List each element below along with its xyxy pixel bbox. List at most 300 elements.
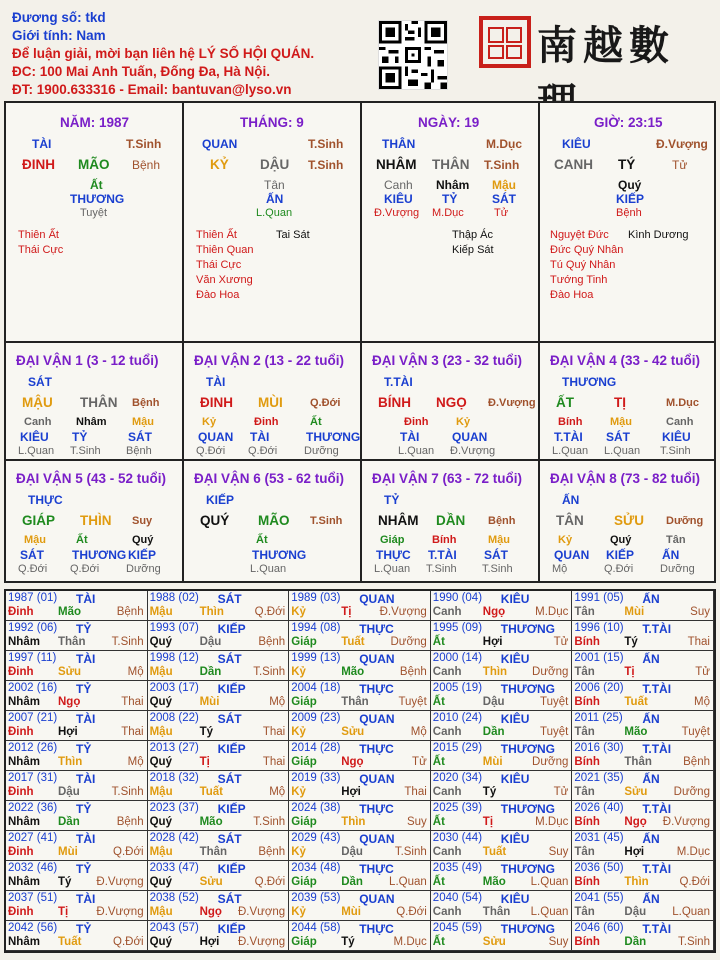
year-cell[interactable]	[289, 801, 431, 831]
year-stem: Đinh	[8, 726, 34, 738]
year-branch: Ngọ	[199, 906, 222, 918]
year-star: T.TÀI	[642, 742, 672, 756]
hidden-life: L.Quan	[256, 207, 293, 219]
year-branch: Hợi	[482, 636, 503, 648]
year-stem: Quý	[149, 636, 172, 648]
year-stem: Giáp	[291, 816, 317, 828]
luck-hidden-stem: Quý	[610, 534, 632, 546]
year-state: Mộ	[694, 696, 710, 708]
luck-title: ĐẠI VẬN 4 (33 - 42 tuổi)	[550, 353, 701, 368]
year-stem: Canh	[432, 726, 462, 738]
year-cell[interactable]	[572, 681, 714, 711]
year-state: Thai	[121, 696, 144, 708]
year-star: TÀI	[76, 652, 96, 666]
year-cell[interactable]	[6, 831, 148, 861]
luck-hidden-star: KIẾP	[606, 548, 635, 562]
pillar-star: KIÊU	[562, 137, 591, 151]
year-label: 2038 (52)	[149, 892, 199, 904]
year-branch: Thân	[199, 846, 228, 858]
year-label: 2016 (30)	[574, 742, 624, 754]
year-cell[interactable]	[289, 591, 431, 621]
year-star: KIÊU	[500, 832, 530, 846]
year-cell[interactable]	[572, 711, 714, 741]
year-cell[interactable]	[6, 801, 148, 831]
year-cell[interactable]	[289, 681, 431, 711]
year-cell[interactable]	[6, 921, 148, 951]
year-cell[interactable]	[431, 711, 573, 741]
hidden-stem: Mậu	[492, 178, 516, 192]
year-label: 2042 (56)	[8, 922, 58, 934]
year-label: 2000 (14)	[432, 652, 483, 664]
pillar-star: TÀI	[32, 137, 52, 151]
year-label: 2027 (41)	[8, 832, 58, 844]
pillar-stem: NHÂM	[376, 157, 417, 172]
year-star: TỶ	[76, 802, 92, 816]
luck-title: ĐẠI VẬN 8 (73 - 82 tuổi)	[550, 471, 701, 486]
luck-pillar-6[interactable]	[184, 461, 360, 577]
year-stem: Quý	[149, 876, 172, 888]
luck-hidden-star: THƯƠNG	[252, 548, 307, 562]
year-star: KIÊU	[500, 652, 530, 666]
shensha: Kình Dương	[628, 229, 689, 241]
year-stem: Kỷ	[291, 726, 306, 738]
year-label: 2006 (20)	[574, 682, 624, 694]
shensha: Tú Quý Nhân	[550, 259, 616, 271]
year-star: TÀI	[76, 832, 96, 846]
year-label: 2024 (38)	[291, 802, 341, 814]
year-cell[interactable]	[431, 591, 573, 621]
year-label: 1999 (13)	[291, 652, 341, 664]
year-star: THỰC	[359, 802, 394, 816]
year-state: Q.Đới	[254, 876, 286, 888]
year-state: L.Quan	[530, 876, 569, 888]
pillar-stem: CANH	[554, 157, 593, 172]
year-cell[interactable]	[148, 711, 290, 741]
luck-state: Dưỡng	[666, 515, 704, 527]
year-state: Q.Đới	[679, 876, 710, 888]
pillar-branch: MÃO	[78, 157, 110, 172]
year-state: Dưỡng	[532, 756, 569, 768]
year-cell[interactable]	[289, 831, 431, 861]
luck-star: THỰC	[28, 493, 63, 507]
year-state: L.Quan	[672, 906, 710, 918]
luck-hidden-life: L.Quan	[250, 563, 287, 575]
pillar-state: Bệnh	[132, 158, 161, 172]
year-cell[interactable]	[289, 921, 431, 951]
year-label: 1997 (11)	[8, 652, 57, 664]
year-star: THƯƠNG	[500, 742, 555, 756]
year-label: 1990 (04)	[432, 592, 483, 604]
pillar-day[interactable]	[362, 103, 538, 341]
year-state: Q.Đới	[396, 906, 427, 918]
shensha: Đào Hoa	[196, 289, 240, 301]
year-branch: Dậu	[482, 696, 505, 708]
hidden-star: THƯƠNG	[70, 192, 125, 206]
year-cell[interactable]	[289, 861, 431, 891]
year-branch: Thân	[482, 906, 511, 918]
qr-code[interactable]	[378, 20, 448, 90]
luck-hidden-life: L.Quan	[552, 445, 589, 457]
year-label: 2037 (51)	[8, 892, 58, 904]
year-star: T.TÀI	[642, 922, 672, 936]
year-cell[interactable]	[572, 621, 714, 651]
year-cell[interactable]	[431, 741, 573, 771]
year-cell[interactable]	[572, 921, 714, 951]
year-branch: Thân	[341, 696, 369, 708]
luck-state: Bệnh	[488, 515, 516, 527]
year-cell[interactable]	[572, 741, 714, 771]
shensha: Văn Xương	[196, 274, 253, 286]
year-stem: Mậu	[149, 666, 173, 678]
year-state: Đ.Vượng	[662, 816, 710, 828]
luck-star: TỶ	[384, 493, 400, 507]
year-label: 2008 (22)	[149, 712, 199, 724]
luck-hidden-star: T.TÀI	[428, 548, 457, 562]
luck-pillar-3[interactable]	[362, 343, 538, 459]
year-branch: Mão	[58, 606, 81, 618]
phone-email-line[interactable]: ĐT: 1900.633316 - Email: bantuvan@lyso.vn	[12, 82, 292, 97]
year-cell[interactable]	[6, 861, 148, 891]
year-state: Đ.Vượng	[96, 906, 144, 918]
year-cell[interactable]	[6, 711, 148, 741]
year-cell[interactable]	[431, 621, 573, 651]
year-cell[interactable]	[6, 591, 148, 621]
luck-title: ĐẠI VẬN 7 (63 - 72 tuổi)	[372, 471, 523, 486]
year-star: SÁT	[217, 892, 242, 906]
luck-hidden-stem: Ất	[310, 416, 322, 428]
luck-title: ĐẠI VẬN 2 (13 - 22 tuổi)	[194, 353, 345, 368]
year-branch: Ngọ	[482, 606, 506, 618]
year-cell[interactable]	[289, 711, 431, 741]
year-state: M.Dục	[393, 936, 427, 948]
year-label: 2017 (31)	[8, 772, 58, 784]
year-star: TỶ	[76, 742, 92, 756]
year-label: 1989 (03)	[291, 592, 341, 604]
luck-branch: MÃO	[258, 513, 290, 528]
year-stem: Mậu	[149, 906, 173, 918]
luck-hidden-star: ẤN	[662, 548, 680, 562]
luck-pillar-7[interactable]	[362, 461, 538, 577]
year-cell[interactable]	[289, 741, 431, 771]
year-star: THƯƠNG	[500, 922, 555, 936]
year-state: M.Dục	[535, 816, 569, 828]
luck-pillar-4[interactable]	[540, 343, 716, 459]
year-stem: Ất	[432, 636, 445, 648]
year-star: THƯƠNG	[500, 802, 555, 816]
year-label: 1996 (10)	[574, 622, 624, 634]
luck-state: Suy	[132, 515, 153, 527]
luck-pillar-5[interactable]	[6, 461, 182, 577]
year-star: SÁT	[217, 772, 242, 786]
year-branch: Thìn	[482, 666, 508, 678]
pillar-hour[interactable]	[540, 103, 716, 341]
year-label: 1987 (01)	[8, 592, 58, 604]
year-state: Mộ	[127, 666, 144, 678]
year-stem: Nhâm	[8, 636, 40, 648]
year-cell[interactable]	[572, 651, 714, 681]
year-label: 2020 (34)	[432, 772, 483, 784]
year-stem: Ất	[432, 816, 445, 828]
year-stem: Canh	[432, 606, 462, 618]
year-star: ẤN	[642, 892, 660, 906]
year-star: KIẾP	[217, 922, 246, 936]
shensha: Thập Ác	[452, 229, 493, 241]
hidden-stem: Quý	[618, 178, 642, 192]
year-branch: Dậu	[199, 636, 222, 648]
year-cell[interactable]	[289, 651, 431, 681]
year-state: Đ.Vượng	[237, 906, 286, 918]
year-cell[interactable]	[148, 651, 290, 681]
year-branch: Sửu	[482, 936, 506, 948]
luck-hidden-stem: Kỷ	[558, 534, 573, 546]
year-state: Dưỡng	[390, 636, 427, 648]
year-cell[interactable]	[431, 771, 573, 801]
year-cell[interactable]	[6, 741, 148, 771]
year-cell[interactable]	[431, 891, 573, 921]
year-label: 2022 (36)	[8, 802, 58, 814]
luck-hidden-stem: Mậu	[610, 416, 632, 428]
luck-branch: SỬU	[614, 513, 644, 528]
pillar-month[interactable]	[184, 103, 360, 341]
luck-hidden-life: Q.Đới	[196, 445, 226, 457]
year-branch: Dần	[482, 726, 505, 738]
year-stem: Tân	[574, 606, 595, 618]
year-cell[interactable]	[148, 621, 290, 651]
hidden-life: Tử	[494, 207, 509, 219]
year-branch: Mão	[482, 876, 506, 888]
year-star: ẤN	[642, 592, 660, 606]
year-cell[interactable]	[148, 921, 290, 951]
year-branch: Tị	[624, 666, 635, 678]
pillar-life: M.Dục	[486, 137, 522, 151]
luck-title: ĐẠI VẬN 1 (3 - 12 tuổi)	[16, 353, 159, 368]
year-branch: Sửu	[341, 726, 365, 738]
pillar-stem: ĐINH	[22, 157, 55, 172]
year-branch: Mão	[624, 726, 648, 738]
hidden-life: Đ.Vượng	[374, 207, 420, 219]
year-branch: Tuất	[624, 696, 648, 708]
luck-hidden-life: Dưỡng	[126, 563, 161, 575]
year-cell[interactable]	[148, 741, 290, 771]
year-cell[interactable]	[289, 771, 431, 801]
pillar-stem: KỶ	[210, 157, 229, 172]
year-state: M.Dục	[535, 606, 569, 618]
year-state: T.Sinh	[111, 636, 144, 648]
year-label: 2039 (53)	[291, 892, 341, 904]
address-line: ĐC: 100 Mai Anh Tuấn, Đống Đa, Hà Nội.	[12, 64, 271, 79]
luck-title: ĐẠI VẬN 5 (43 - 52 tuổi)	[16, 471, 167, 486]
year-cell[interactable]	[148, 801, 290, 831]
year-cell[interactable]	[572, 591, 714, 621]
luck-hidden-stem: Bính	[558, 416, 583, 428]
shensha: Tướng Tinh	[550, 274, 608, 286]
pillar-title: NĂM: 1987	[60, 115, 130, 130]
year-state: Đ.Vượng	[379, 606, 427, 618]
year-branch: Hợi	[58, 726, 78, 738]
luck-hidden-stem: Ất	[76, 534, 88, 546]
year-stem: Đinh	[8, 666, 34, 678]
year-star: QUAN	[359, 592, 395, 606]
year-cell[interactable]	[6, 891, 148, 921]
year-star: ẤN	[642, 652, 660, 666]
year-cell[interactable]	[289, 621, 431, 651]
year-cell[interactable]	[431, 651, 573, 681]
year-state: L.Quan	[389, 876, 427, 888]
luck-hidden-stem: Ất	[256, 534, 268, 546]
luck-branch: TỊ	[614, 395, 626, 410]
year-state: Suy	[690, 606, 710, 618]
luck-hidden-star: TỶ	[72, 430, 88, 444]
year-cell[interactable]	[148, 591, 290, 621]
year-branch: Dậu	[58, 786, 80, 798]
pillar-life: Đ.Vượng	[656, 137, 708, 151]
year-star: THỰC	[359, 742, 394, 756]
year-cell[interactable]	[148, 831, 290, 861]
year-star: THỰC	[359, 682, 394, 696]
luck-state: Q.Đới	[310, 397, 341, 409]
year-state: Thai	[121, 726, 144, 738]
year-cell[interactable]	[148, 681, 290, 711]
year-cell[interactable]	[572, 771, 714, 801]
year-cell[interactable]	[6, 651, 148, 681]
year-branch: Tý	[341, 936, 355, 948]
year-star: TÀI	[76, 772, 96, 786]
year-cell[interactable]	[431, 831, 573, 861]
year-state: Mộ	[410, 726, 427, 738]
year-branch: Mùi	[341, 906, 361, 918]
year-stem: Bính	[574, 756, 600, 768]
luck-star: ẤN	[562, 493, 580, 507]
year-star: QUAN	[359, 772, 395, 786]
year-stem: Bính	[574, 876, 600, 888]
luck-pillar-1[interactable]	[6, 343, 182, 459]
year-cell[interactable]	[6, 621, 148, 651]
year-label: 1994 (08)	[291, 622, 341, 634]
year-state: Bệnh	[258, 846, 286, 858]
year-stem: Nhâm	[8, 756, 40, 768]
year-cell[interactable]	[289, 891, 431, 921]
year-state: Q.Đới	[113, 846, 144, 858]
year-stem: Ất	[432, 696, 445, 708]
year-branch: Ngọ	[58, 696, 81, 708]
luck-hidden-stem: Giáp	[380, 534, 405, 546]
year-cell[interactable]	[431, 921, 573, 951]
client-code: Đương số: tkd	[12, 10, 106, 25]
year-label: 2043 (57)	[149, 922, 199, 934]
year-branch: Ngọ	[624, 816, 647, 828]
hidden-life: Bệnh	[616, 207, 642, 219]
year-star: T.TÀI	[642, 622, 672, 636]
year-cell[interactable]	[572, 801, 714, 831]
luck-branch: THÌN	[80, 513, 112, 528]
luck-hidden-star: QUAN	[554, 548, 590, 562]
year-branch: Mùi	[199, 696, 220, 708]
year-branch: Tý	[482, 786, 497, 798]
year-stem: Mậu	[149, 726, 173, 738]
luck-pillar-2[interactable]	[184, 343, 360, 459]
year-state: Tử	[553, 786, 569, 798]
year-cell[interactable]	[148, 771, 290, 801]
year-label: 2001 (15)	[574, 652, 624, 664]
year-label: 2028 (42)	[149, 832, 199, 844]
year-stem: Canh	[432, 846, 462, 858]
logo-title: 南越數	[537, 22, 675, 69]
year-branch: Dần	[341, 876, 363, 888]
year-stem: Kỷ	[291, 906, 306, 918]
shensha: Thiên Ất	[18, 229, 59, 241]
year-branch: Sửu	[199, 876, 223, 888]
luck-hidden-life: L.Quan	[18, 445, 55, 457]
luck-hidden-star: TÀI	[250, 430, 270, 444]
year-label: 2003 (17)	[149, 682, 199, 694]
year-cell[interactable]	[572, 831, 714, 861]
shensha: Đào Hoa	[550, 289, 594, 301]
year-state: Thai	[262, 726, 286, 738]
year-cell[interactable]	[572, 861, 714, 891]
year-cell[interactable]	[148, 891, 290, 921]
year-branch: Dần	[58, 816, 80, 828]
year-stem: Giáp	[291, 696, 317, 708]
year-cell[interactable]	[431, 801, 573, 831]
year-stem: Mậu	[149, 606, 173, 618]
gender-row	[12, 27, 314, 45]
pillar-year[interactable]	[6, 103, 182, 341]
year-label: 2031 (45)	[574, 832, 624, 844]
year-state: Q.Đới	[113, 936, 144, 948]
year-cell[interactable]	[6, 771, 148, 801]
luck-title: ĐẠI VẬN 6 (53 - 62 tuổi)	[194, 471, 345, 486]
luck-stem: ĐINH	[200, 395, 233, 410]
luck-stem: MẬU	[22, 395, 53, 410]
luck-branch: DẦN	[436, 513, 466, 528]
year-state: Bệnh	[116, 606, 144, 618]
year-state: Bệnh	[258, 636, 286, 648]
year-state: T.Sinh	[394, 846, 427, 858]
pillar-title: GIỜ: 23:15	[594, 115, 663, 130]
year-label: 2040 (54)	[432, 892, 483, 904]
year-stem: Kỷ	[291, 606, 306, 618]
year-state: Dưỡng	[673, 786, 710, 798]
luck-hidden-star: KIÊU	[662, 430, 691, 444]
luck-hidden-life: Bệnh	[126, 445, 152, 457]
year-cell[interactable]	[431, 861, 573, 891]
year-branch: Tý	[199, 726, 214, 738]
year-label: 2026 (40)	[574, 802, 624, 814]
year-cell[interactable]	[148, 861, 290, 891]
year-label: 1995 (09)	[432, 622, 483, 634]
year-stem: Kỷ	[291, 666, 306, 678]
year-cell[interactable]	[431, 681, 573, 711]
pillar-title: THÁNG: 9	[240, 115, 304, 130]
year-label: 2029 (43)	[291, 832, 341, 844]
year-star: T.TÀI	[642, 802, 672, 816]
luck-pillar-8[interactable]	[540, 461, 716, 577]
year-cell[interactable]	[572, 891, 714, 921]
year-stem: Bính	[574, 696, 600, 708]
luck-hidden-life: L.Quan	[604, 445, 641, 457]
year-state: T.Sinh	[678, 936, 710, 948]
luck-hidden-stem: Mậu	[488, 534, 510, 546]
pillar-state: Tử	[672, 158, 688, 172]
hidden-star: KIÊU	[384, 192, 413, 206]
year-state: Mộ	[269, 786, 286, 798]
luck-hidden-stem: Nhâm	[76, 416, 107, 428]
luck-hidden-stem: Đinh	[254, 416, 279, 428]
year-branch: Dậu	[341, 846, 363, 858]
year-star: KIẾP	[217, 682, 246, 696]
year-cell[interactable]	[6, 681, 148, 711]
hidden-life: M.Dục	[432, 207, 464, 219]
